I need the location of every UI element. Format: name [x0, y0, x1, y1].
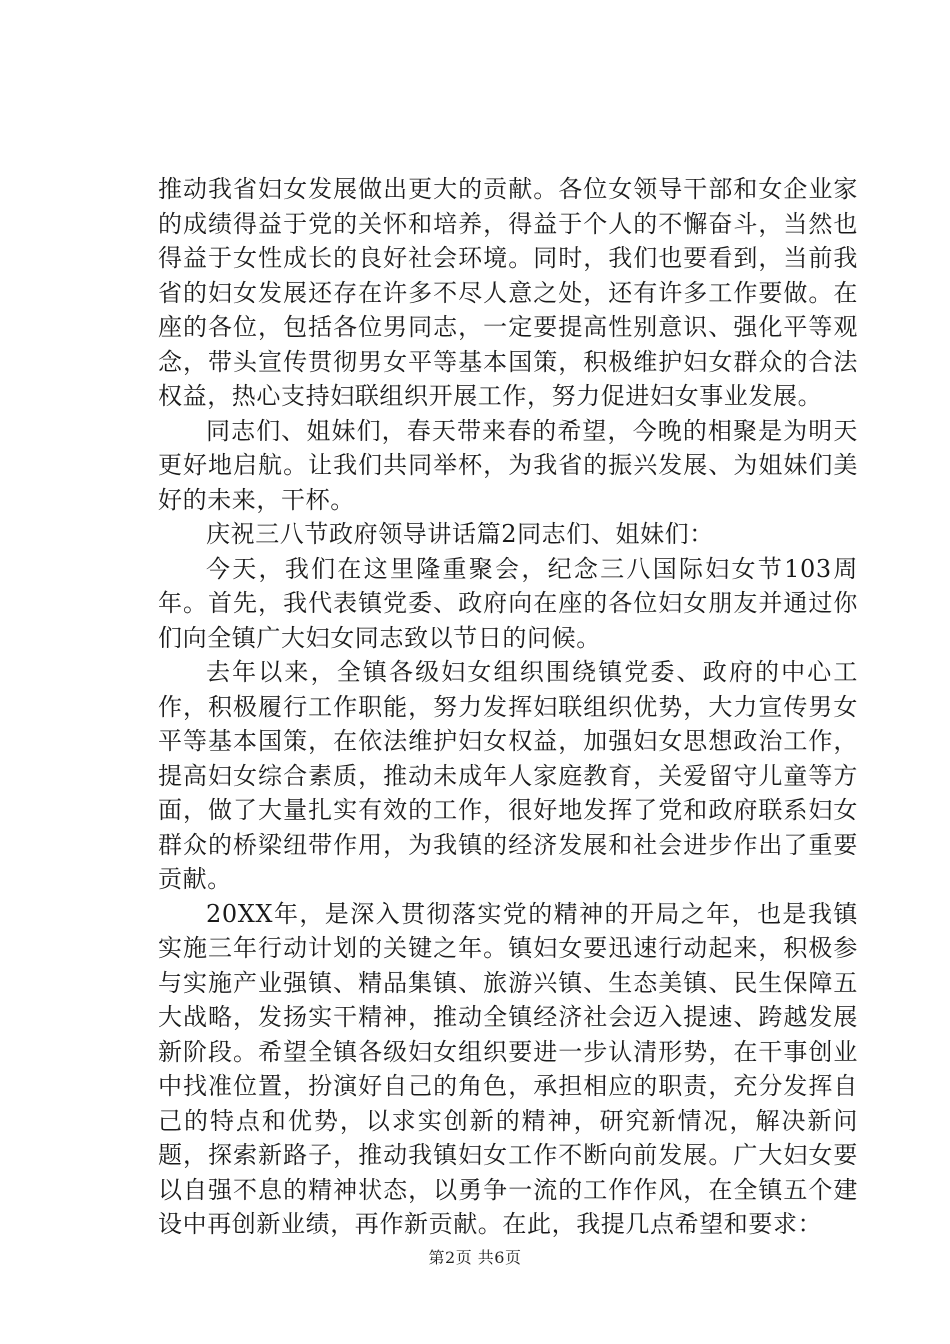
paragraph-opening: 今天，我们在这里隆重聚会，纪念三八国际妇女节103周年。首先，我代表镇党委、政府向在座的各位妇女朋友并通过你们向全镇广大妇女同志致以节日的问候。	[158, 554, 858, 652]
paragraph-toast: 同志们、姐妹们，春天带来春的希望，今晚的相聚是为明天更好地启航。让我们共同举杯，为我省的振兴发展、为姐妹们美好的未来，干杯。	[158, 416, 858, 514]
section-heading-speech-2: 庆祝三八节政府领导讲话篇2同志们、姐妹们：	[206, 520, 714, 548]
page-number-footer: 第2页 共6页	[428, 1248, 522, 1267]
paragraph-outlook: 20XX年，是深入贯彻落实党的精神的开局之年，也是我镇实施三年行动计划的关键之年。镇妇女要迅速行动起来，积极参与实施产业强镇、精品集镇、旅游兴镇、生态美镇、民生保障五大战略，发扬实干精神，推动全镇经济社会迈入提速、跨越发展新阶段。希望全镇各级妇女组织要进一步认清形势，在干事创业中找准位置，扮演好自己的角色，承担相应的职责，充分发挥自己的特点和优势，以求实创新的精神，研究新情况，解决新问题，探索新路子，推动我镇妇女工作不断向前发展。广大妇女要以自强不息的精神状态，以勇争一流的工作作风，在全镇五个建设中再创新业绩，再作新贡献。在此，我提几点希望和要求：	[158, 899, 858, 1238]
document-body	[158, 172, 858, 1242]
paragraph-continuation: 推动我省妇女发展做出更大的贡献。各位女领导干部和女企业家的成绩得益于党的关怀和培养，得益于个人的不懈奋斗，当然也得益于女性成长的良好社会环境。同时，我们也要看到，当前我省的妇女发展还存在许多不尽人意之处，还有许多工作要做。在座的各位，包括各位男同志，一定要提高性别意识、强化平等观念，带头宣传贯彻男女平等基本国策，积极维护妇女群众的合法权益，热心支持妇联组织开展工作，努力促进妇女事业发展。	[158, 175, 858, 410]
paragraph-review: 去年以来，全镇各级妇女组织围绕镇党委、政府的中心工作，积极履行工作职能，努力发挥妇联组织优势，大力宣传男女平等基本国策，在依法维护妇女权益，加强妇女思想政治工作，提高妇女综合素质，推动未成年人家庭教育，关爱留守儿童等方面，做了大量扎实有效的工作，很好地发挥了党和政府联系妇女群众的桥梁纽带作用，为我镇的经济发展和社会进步作出了重要贡献。	[158, 658, 858, 893]
